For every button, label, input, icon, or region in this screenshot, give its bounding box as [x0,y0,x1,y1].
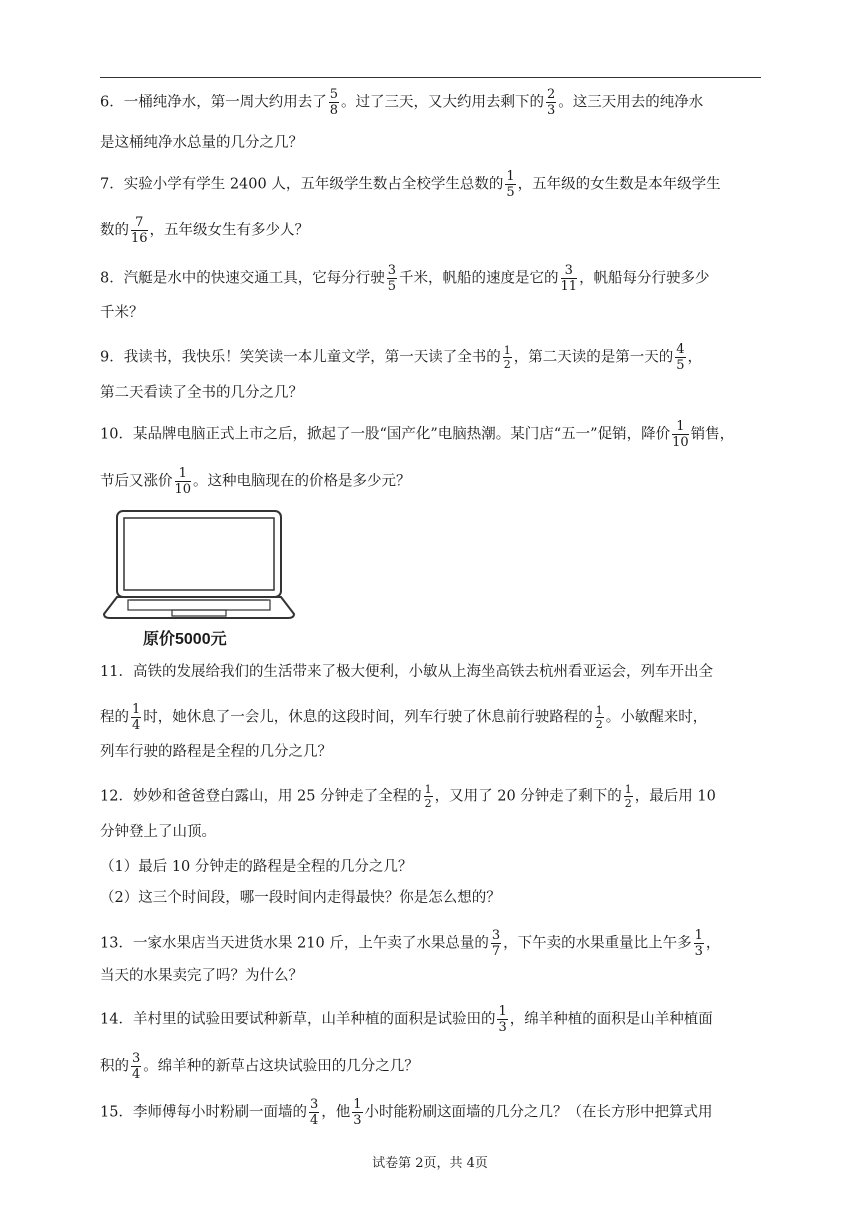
fraction: $\frac{1}{4}$ [132,702,141,733]
fraction: $\frac{2}{3}$ [547,87,556,118]
fraction: $\frac{1}{10}$ [174,466,192,497]
q14-line1: 14．羊村里的试验田要试种新草，山羊种植的面积是试验田的 $\frac{1}{3}$ ，绵羊种植的面积是山羊种植面 [100,1004,713,1035]
fraction: $\frac{1}{2}$ [595,704,603,731]
fraction: $\frac{3}{11}$ [560,263,578,294]
q14-line2: 积的 $\frac{3}{4}$ 。绵羊种的新草占这块试验田的几分之几？ [100,1051,419,1082]
fraction: $\frac{4}{5}$ [676,342,685,373]
q10-line1: 10．某品牌电脑正式上市之后，掀起了一股“国产化”电脑热潮。某门店“五一”促销，降价 $\frac{1}{10}$ 销售， [100,419,735,450]
header-rule [100,77,761,78]
q13-line2: 当天的水果卖完了吗？为什么？ [100,968,303,984]
q8-line1: 8．汽艇是水中的快速交通工具，它每分行驶 $\frac{3}{5}$ 千米，帆船的速度是它的 $\frac{3}{11}$ ，帆船每分行驶多少 [100,263,710,294]
fraction: $\frac{1}{2}$ [424,783,432,810]
fraction: $\frac{3}{7}$ [491,928,501,959]
page-footer: 试卷第 2页，共 4页 [372,1156,488,1171]
fraction: $\frac{1}{10}$ [672,419,689,450]
fraction: $\frac{1}{3}$ [498,1004,507,1035]
q12-line2: 分钟登上了山顶。 [100,824,216,840]
fraction: $\frac{1}{3}$ [694,928,703,959]
laptop-illustration [100,508,300,624]
fraction: $\frac{1}{2}$ [624,783,632,810]
q9-line1: 9．我读书，我快乐！笑笑读一本儿童文学，第一天读了全书的 $\frac{1}{2}$ ，第二天读的是第一天的 $\frac{4}{5}$ ， [100,342,703,373]
fraction: $\frac{1}{3}$ [353,1097,362,1128]
q13-line1: 13．一家水果店当天进货水果 210 斤，上午卖了水果总量的 $\frac{3}{7}$ ，下午卖的水果重量比上午多 $\frac{1}{3}$ ， [100,928,721,959]
fraction: $\frac{5}{8}$ [329,87,339,118]
q6-line1: 6．一桶纯净水，第一周大约用去了 $\frac{5}{8}$ 。过了三天，又大约用去剩下的 $\frac{2}{3}$ 。这三天用去的纯净水 [100,87,704,118]
q11-line2: 程的 $\frac{1}{4}$ 时，她休息了一会儿，休息的这段时间，列车行驶了休息前行驶路程的 $\frac{1}{2}$ 。小敏醒来时， [100,702,708,733]
q15-line1: 15．李师傅每小时粉刷一面墙的 $\frac{3}{4}$ ，他 $\frac{1}{3}$ 小时能粉刷这面墙的几分之几？（在长方形中把算式用 [100,1097,713,1128]
q8-line2: 千米？ [100,305,144,321]
q12-line1: 12．妙妙和爸爸登白露山，用 25 分钟走了全程的 $\frac{1}{2}$ ，又用了 20 分钟走了剩下的 $\frac{1}{2}$ ，最后用 10 [100,783,716,810]
fraction: $\frac{3}{4}$ [309,1097,319,1128]
q11-line1: 11．高铁的发展给我们的生活带来了极大便利，小敏从上海坐高铁去杭州看亚运会，列车开出全 [100,664,713,680]
q10-line2: 节后又涨价 $\frac{1}{10}$ 。这种电脑现在的价格是多少元？ [100,466,411,497]
fraction: $\frac{3}{5}$ [387,263,397,294]
fraction: $\frac{1}{2}$ [503,344,511,371]
q7-line2: 数的 $\frac{7}{16}$ ，五年级女生有多少人？ [100,215,310,246]
q9-line2: 第二天看读了全书的几分之几？ [100,385,303,401]
q12-sub2: （2）这三个时间段，哪一段时间内走得最快？你是怎么想的？ [100,890,501,906]
fraction: $\frac{3}{4}$ [132,1051,141,1082]
fraction: $\frac{7}{16}$ [131,215,148,246]
q11-line3: 列车行驶的路程是全程的几分之几？ [100,744,332,760]
q12-sub1: （1）最后 10 分钟走的路程是全程的几分之几？ [100,859,413,875]
q7-line1: 7．实验小学有学生 2400 人，五年级学生数占全校学生总数的 $\frac{1}{5}$ ，五年级的女生数是本年级学生 [100,169,721,200]
fraction: $\frac{1}{5}$ [506,169,515,200]
q6-line2: 是这桶纯净水总量的几分之几？ [100,135,303,151]
laptop-price-caption: 原价5000元 [143,631,227,648]
